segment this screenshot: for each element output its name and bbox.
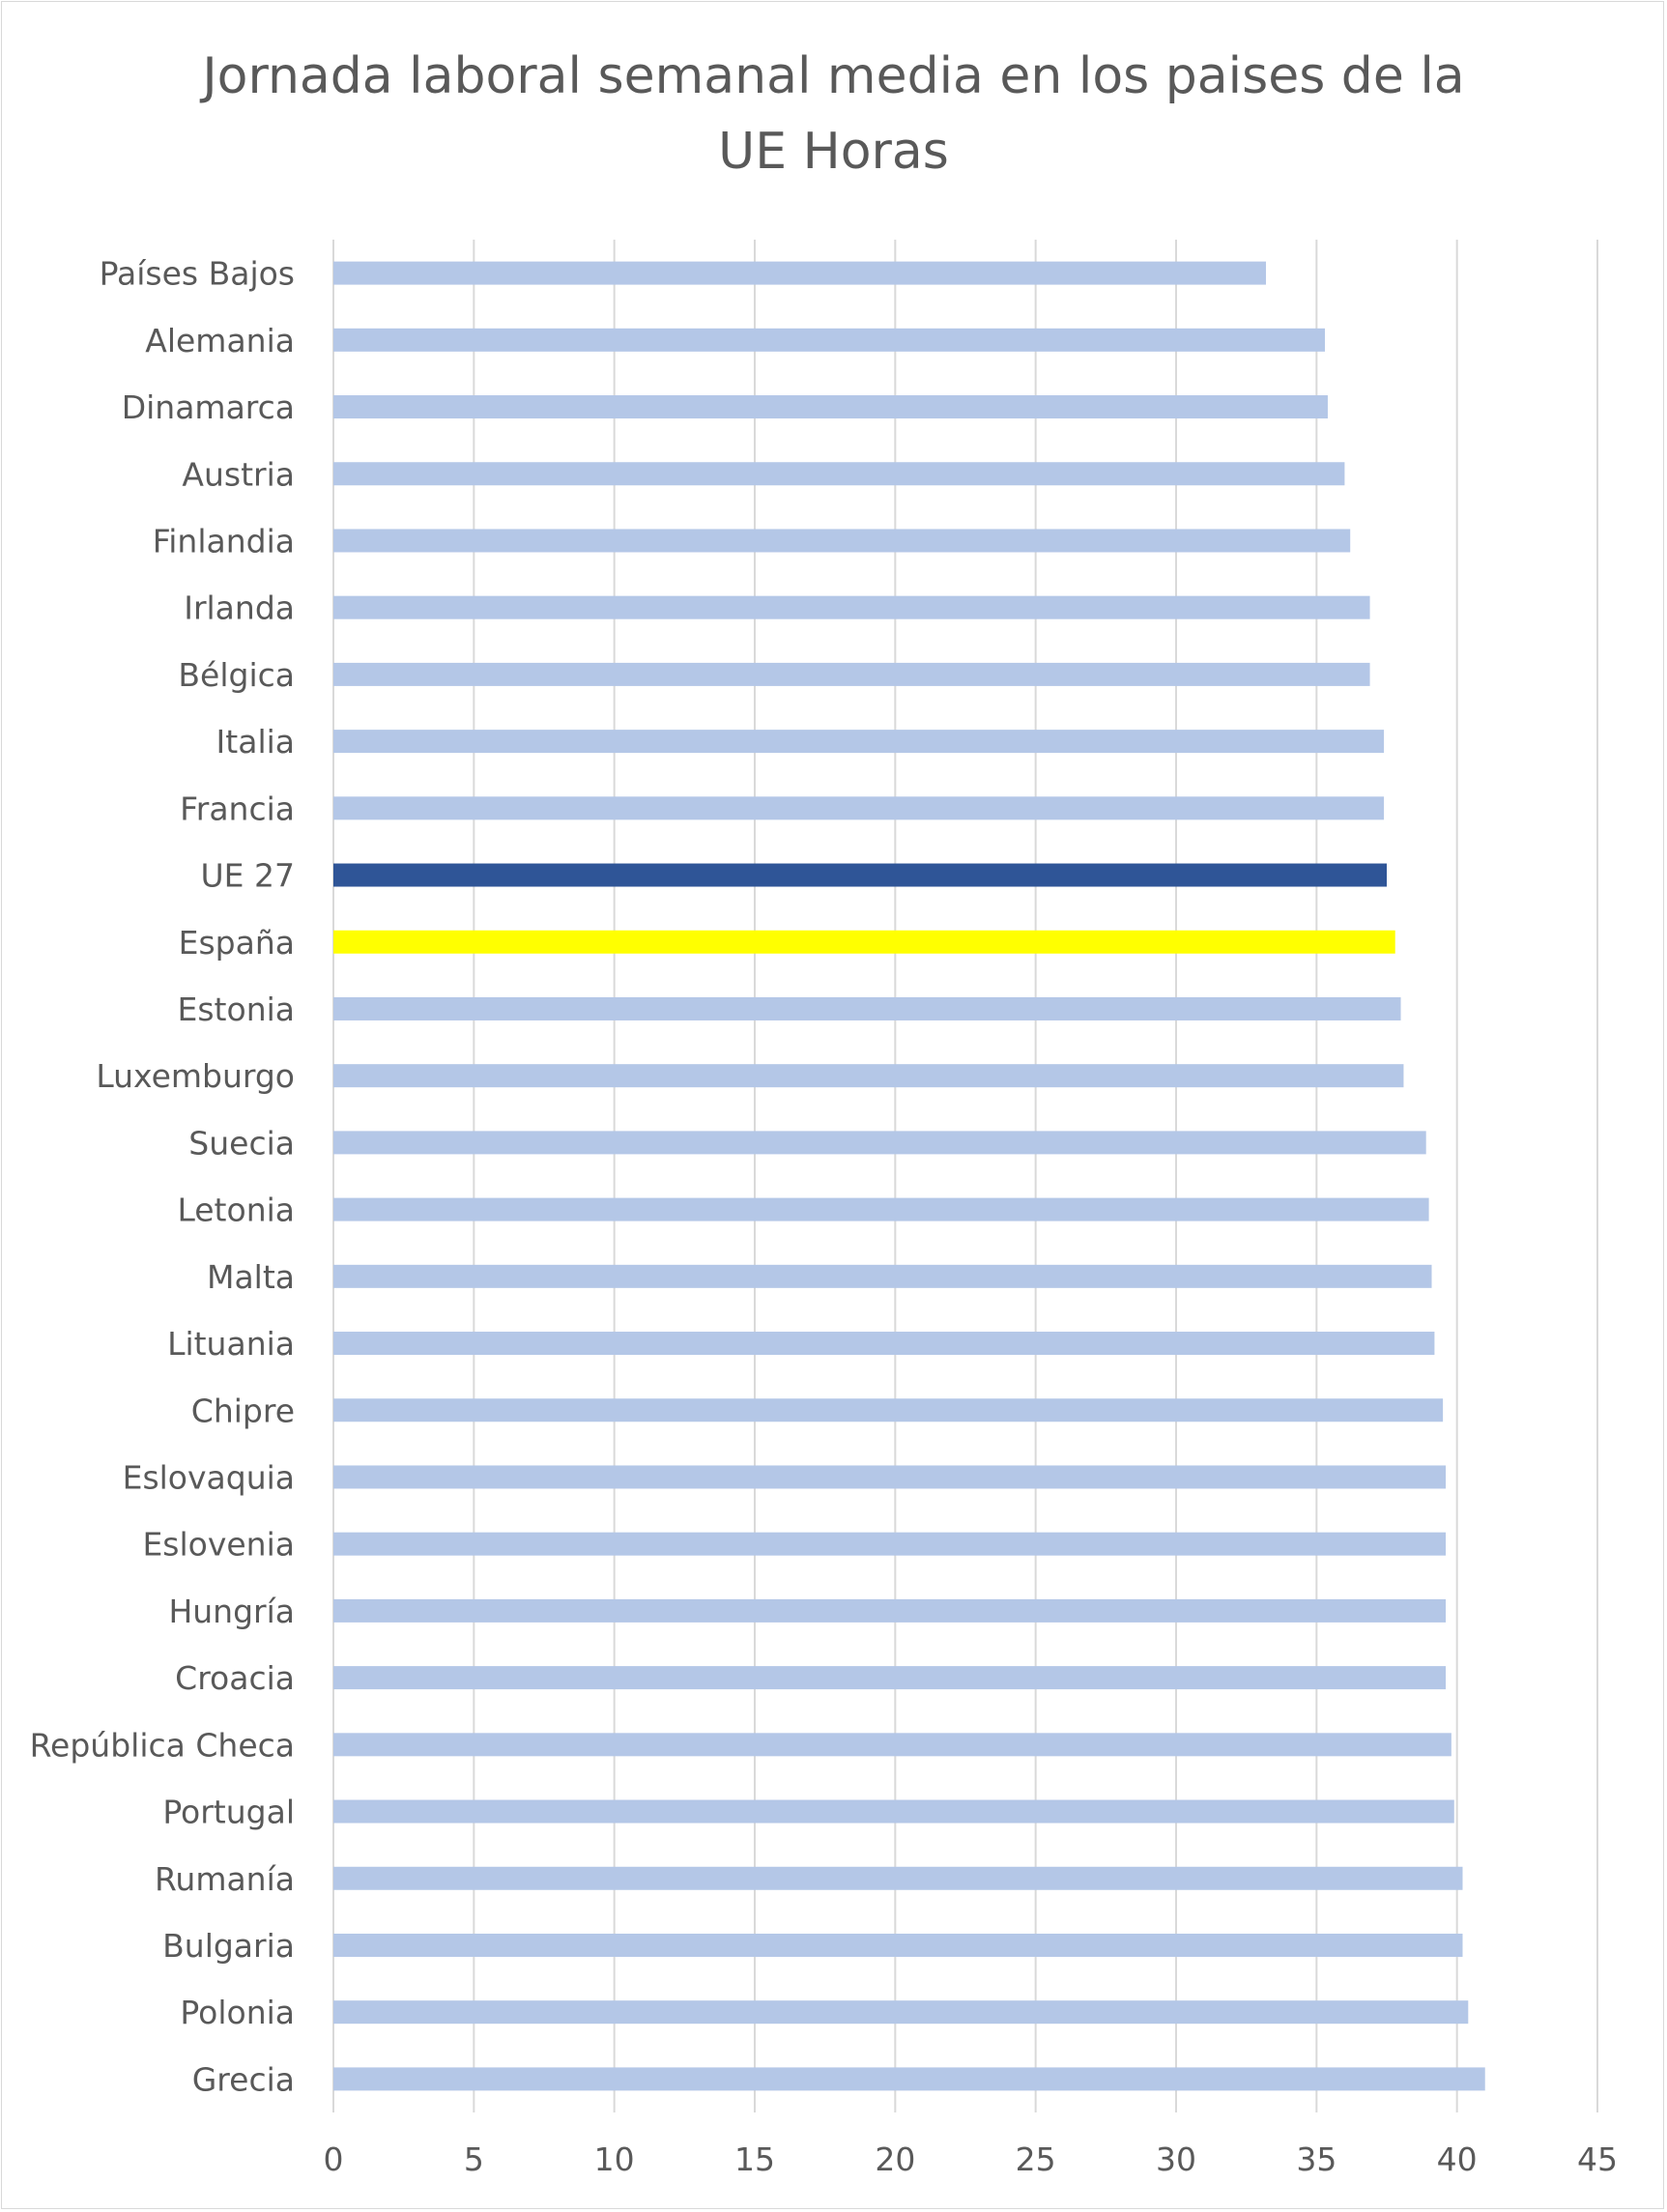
category-label: UE 27 bbox=[200, 856, 295, 895]
category-label: Croacia bbox=[175, 1659, 295, 1698]
category-label: Bélgica bbox=[178, 655, 295, 694]
category-label: Lituania bbox=[167, 1325, 295, 1364]
bar bbox=[333, 730, 1384, 753]
category-label: Suecia bbox=[188, 1124, 295, 1163]
bar bbox=[333, 1867, 1462, 1890]
bar bbox=[333, 1465, 1446, 1488]
x-tick-label: 20 bbox=[875, 2140, 916, 2178]
bar bbox=[333, 529, 1350, 552]
bar bbox=[333, 1398, 1443, 1422]
bar bbox=[333, 1666, 1446, 1689]
bar bbox=[333, 796, 1384, 819]
bar bbox=[333, 1934, 1462, 1957]
chart-title-line-1: Jornada laboral semanal media en los paises de la bbox=[202, 47, 1465, 105]
category-label: Finlandia bbox=[152, 522, 295, 560]
category-label: Luxemburgo bbox=[96, 1057, 295, 1096]
chart-title-line-2: UE Horas bbox=[718, 123, 949, 181]
category-label: Hungría bbox=[168, 1592, 295, 1630]
bar bbox=[333, 2067, 1485, 2090]
x-tick-label: 30 bbox=[1156, 2140, 1196, 2178]
category-label: Austria bbox=[182, 455, 295, 494]
bar bbox=[333, 663, 1370, 686]
category-label: Irlanda bbox=[184, 589, 295, 627]
bar bbox=[333, 1599, 1446, 1623]
category-label: Dinamarca bbox=[121, 388, 295, 427]
bar bbox=[333, 1265, 1432, 1288]
bar bbox=[333, 395, 1328, 418]
category-label: Eslovaquia bbox=[122, 1458, 295, 1497]
bar bbox=[333, 1198, 1429, 1221]
category-label: República Checa bbox=[29, 1726, 295, 1765]
gridlines bbox=[333, 240, 1597, 2112]
bar bbox=[333, 1064, 1403, 1087]
category-labels bbox=[30, 255, 295, 2099]
bar bbox=[333, 1733, 1451, 1756]
bar bbox=[333, 2000, 1468, 2024]
x-tick-label: 45 bbox=[1577, 2140, 1618, 2178]
category-label: Portugal bbox=[162, 1793, 295, 1831]
bar bbox=[333, 262, 1266, 285]
category-label: Francia bbox=[180, 790, 295, 828]
bar bbox=[333, 1533, 1446, 1556]
category-label: Eslovenia bbox=[142, 1525, 295, 1564]
category-label: Letonia bbox=[177, 1191, 295, 1229]
category-label: Rumanía bbox=[154, 1859, 295, 1898]
category-label: Malta bbox=[206, 1257, 295, 1296]
x-tick-label: 25 bbox=[1015, 2140, 1056, 2178]
category-label: Italia bbox=[216, 723, 295, 761]
bars bbox=[333, 262, 1485, 2091]
category-label: Bulgaria bbox=[162, 1926, 295, 1965]
x-tick-label: 10 bbox=[593, 2140, 635, 2178]
bar bbox=[333, 997, 1401, 1020]
bar bbox=[333, 596, 1370, 619]
category-label: Estonia bbox=[177, 990, 295, 1028]
bar bbox=[333, 1131, 1426, 1154]
x-tick-label: 0 bbox=[323, 2140, 344, 2178]
x-tick-labels bbox=[324, 2140, 1619, 2178]
x-tick-label: 40 bbox=[1436, 2140, 1478, 2178]
bar bbox=[333, 931, 1395, 954]
category-label: Chipre bbox=[190, 1392, 295, 1430]
category-label: Alemania bbox=[145, 321, 295, 359]
x-tick-label: 15 bbox=[734, 2140, 775, 2178]
x-tick-label: 5 bbox=[463, 2140, 484, 2178]
category-label: Polonia bbox=[180, 1994, 295, 2032]
category-label: Países Bajos bbox=[99, 254, 295, 293]
bar bbox=[333, 462, 1344, 485]
bar bbox=[333, 329, 1325, 352]
category-label: España bbox=[178, 923, 295, 962]
bar bbox=[333, 864, 1387, 887]
x-tick-label: 35 bbox=[1296, 2140, 1337, 2178]
bar bbox=[333, 1332, 1434, 1355]
bar bbox=[333, 1800, 1454, 1824]
category-label: Grecia bbox=[191, 2060, 295, 2099]
